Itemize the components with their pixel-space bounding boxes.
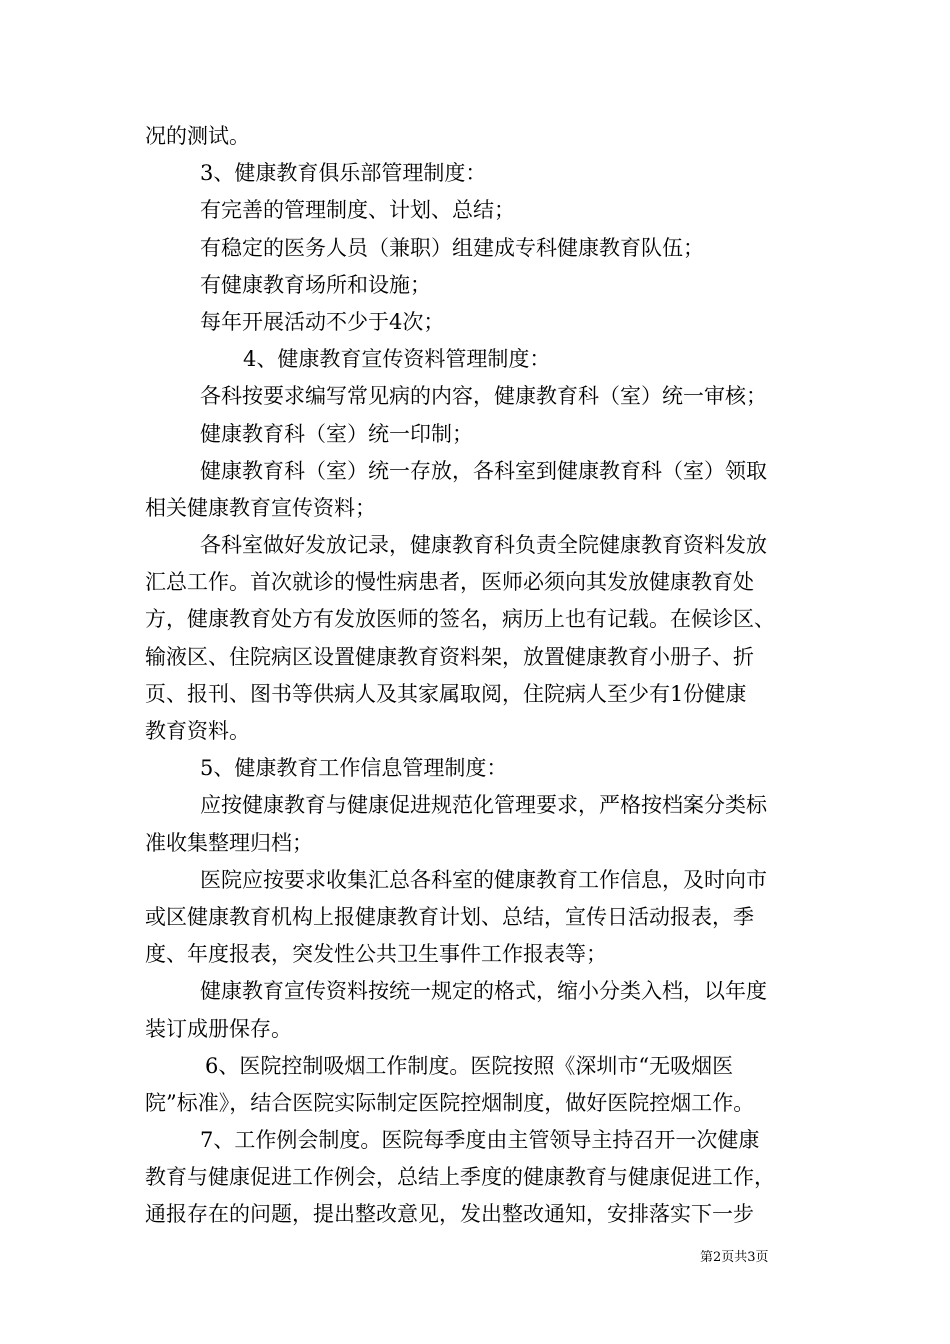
text-line: 汇总工作。首次就诊的慢性病患者，医师必须向其发放健康教育处	[145, 570, 754, 595]
text-line: 度、年度报表，突发性公共卫生事件工作报表等；	[145, 942, 607, 967]
text-line: 每年开展活动不少于4次；	[200, 309, 445, 334]
text-line: 健康教育宣传资料按统一规定的格式，缩小分类入档，以年度	[200, 979, 767, 1004]
text-line: 有完善的管理制度、计划、总结；	[200, 198, 515, 223]
section-heading: 7、工作例会制度。医院每季度由主管领导主持召开一次健康	[200, 1128, 760, 1153]
text-line: 医院应按要求收集汇总各科室的健康教育工作信息，及时向市	[200, 867, 767, 892]
text-line: 输液区、住院病区设置健康教育资料架，放置健康教育小册子、折	[145, 644, 754, 669]
text-line: 装订成册保存。	[145, 1016, 292, 1041]
section-heading: 3、健康教育俱乐部管理制度：	[200, 161, 487, 186]
text-line: 各科按要求编写常见病的内容，健康教育科（室）统一审核；	[200, 384, 767, 409]
text-line: 应按健康教育与健康促进规范化管理要求，严格按档案分类标	[200, 793, 767, 818]
text-line: 通报存在的问题，提出整改意见，发出整改通知，安排落实下一步	[145, 1202, 754, 1227]
section-heading: 6、医院控制吸烟工作制度。医院按照《深圳市“无吸烟医	[205, 1053, 734, 1078]
text-line: 教育资料。	[145, 719, 250, 743]
text-line: 有健康教育场所和设施；	[200, 272, 431, 297]
text-line: 方，健康教育处方有发放医师的签名，病历上也有记载。在候诊区、	[145, 607, 775, 632]
text-line: 教育与健康促进工作例会，总结上季度的健康教育与健康促进工作，	[145, 1165, 775, 1190]
text-line: 有稳定的医务人员（兼职）组建成专科健康教育队伍；	[200, 235, 704, 260]
page-number: 第2页共3页	[700, 1250, 769, 1265]
text-line: 准收集整理归档；	[145, 830, 313, 855]
document-body	[145, 118, 815, 1234]
text-line: 健康教育科（室）统一存放，各科室到健康教育科（室）领取	[200, 458, 767, 483]
text-line: 页、报刊、图书等供病人及其家属取阅，住院病人至少有1份健康	[145, 681, 747, 706]
text-line: 相关健康教育宣传资料；	[145, 495, 376, 520]
text-line: 或区健康教育机构上报健康教育计划、总结，宣传日活动报表，季	[145, 904, 754, 929]
text-line: 各科室做好发放记录，健康教育科负责全院健康教育资料发放	[200, 533, 767, 558]
section-heading: 4、健康教育宣传资料管理制度：	[243, 347, 551, 372]
text-line: 健康教育科（室）统一印制；	[200, 421, 473, 446]
text-line: 院”标准》，结合医院实际制定医院控烟制度，做好医院控烟工作。	[145, 1090, 755, 1115]
text-line: 况的测试。	[145, 124, 250, 148]
section-heading: 5、健康教育工作信息管理制度：	[200, 756, 508, 781]
